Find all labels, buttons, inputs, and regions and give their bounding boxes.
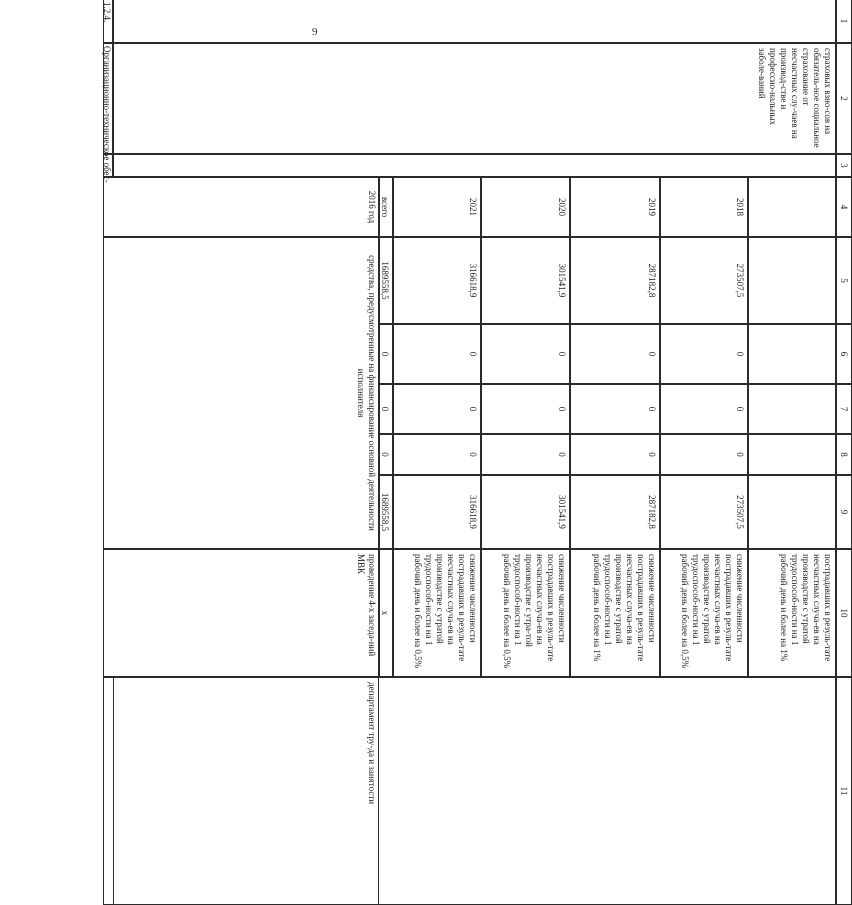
- column-header: 8: [836, 434, 852, 475]
- amount-cell: 273507,5: [660, 475, 748, 549]
- amount-cell: 0: [393, 434, 481, 475]
- amount-cell: 0: [393, 324, 481, 384]
- amount-cell: 0: [570, 434, 660, 475]
- amount-cell: 0: [570, 384, 660, 434]
- amount-cell: 1689558,5: [379, 237, 393, 324]
- amount-cell: 0: [660, 324, 748, 384]
- table-cell: [113, 154, 836, 177]
- amount-cell: 316618,9: [393, 237, 481, 324]
- amount-cell: 287182,8: [570, 237, 660, 324]
- indicator-text: снижение численности пострадавших в резуль-тате несчастных случа-ев на производстве с утратой трудоспособ-ности на 1 рабочий день и более на 0,5%: [393, 549, 481, 677]
- amount-cell: 0: [379, 324, 393, 384]
- year-cell: 2016 год: [103, 177, 379, 237]
- item-description: Организационно-техническое обес-: [103, 43, 113, 154]
- indicator-text: снижение численности пострадавших в резуль-тате несчастных случа-ев на производстве с утратой трудоспособ-ности на 1 рабочий день и более на 0,5%: [660, 549, 748, 677]
- amount-cell: 273507,5: [660, 237, 748, 324]
- amount-cell: 0: [660, 434, 748, 475]
- column-header: 3: [836, 154, 852, 177]
- table-cell: [748, 384, 836, 434]
- amount-cell: 0: [481, 324, 570, 384]
- amount-cell: 287182,8: [570, 475, 660, 549]
- total-label: всего: [379, 177, 393, 237]
- indicator-text: снижение численности пострадавших в резуль-тате несчастных случа-ев на производстве с утратой трудоспособ-ности на 1 рабочий день и более на 1%: [570, 549, 660, 677]
- indicator-text: снижение численности пострадавших в резуль-тате несчастных случа-ев на производстве с утра-той трудоспособ-ности на 1 рабочий день и более на 0,5%: [481, 549, 570, 677]
- table-cell: [748, 237, 836, 324]
- table-cell: [748, 324, 836, 384]
- page-number: 9: [312, 26, 318, 38]
- column-header: 2: [836, 43, 852, 154]
- amount-cell: 0: [660, 384, 748, 434]
- amount-cell: 301541,9: [481, 237, 570, 324]
- table-cell: [103, 154, 113, 177]
- amount-cell: 0: [393, 384, 481, 434]
- indicator-text: x: [379, 549, 393, 677]
- amount-cell: 0: [481, 434, 570, 475]
- amount-cell: 0: [379, 434, 393, 475]
- indicator-text: проведение 4-х заседа-ний МВК: [103, 549, 379, 677]
- table-cell: [748, 475, 836, 549]
- column-header: 11: [836, 677, 852, 905]
- column-header: 10: [836, 549, 852, 677]
- year-cell: 2020: [481, 177, 570, 237]
- column-header: 1: [836, 0, 852, 43]
- column-header: 7: [836, 384, 852, 434]
- table-cell: [113, 0, 836, 43]
- table-cell: [748, 434, 836, 475]
- amount-cell: 0: [379, 384, 393, 434]
- indicator-text: пострадавших в резуль-тате несчастных случа-ев на производстве с утратой трудоспособ-ности на 1 рабочий день и более на 1%: [748, 549, 836, 677]
- funding-note: средства, предусмотренные на финансирование основной деятельности исполнителя: [103, 237, 379, 549]
- programme-table: [103, 0, 852, 905]
- year-cell: [748, 177, 836, 237]
- amount-cell: 316618,9: [393, 475, 481, 549]
- executor-text: департамент тру-да и занятости: [103, 677, 379, 905]
- column-header: 5: [836, 237, 852, 324]
- column-header: 9: [836, 475, 852, 549]
- amount-cell: 301541,9: [481, 475, 570, 549]
- year-cell: 2018: [660, 177, 748, 237]
- row-number: 1.2.4.: [103, 0, 113, 43]
- year-cell: 2019: [570, 177, 660, 237]
- column-header: 6: [836, 324, 852, 384]
- year-cell: 2021: [393, 177, 481, 237]
- item-description: страховых взно-сов на обязатель-ное социальное страхование от несчастных слу-чаев на производ-стве и профессио-нальных заболе-ваний: [113, 43, 836, 154]
- amount-cell: 0: [481, 384, 570, 434]
- column-header: 4: [836, 177, 852, 237]
- amount-cell: 0: [570, 324, 660, 384]
- amount-cell: 1689558,5: [379, 475, 393, 549]
